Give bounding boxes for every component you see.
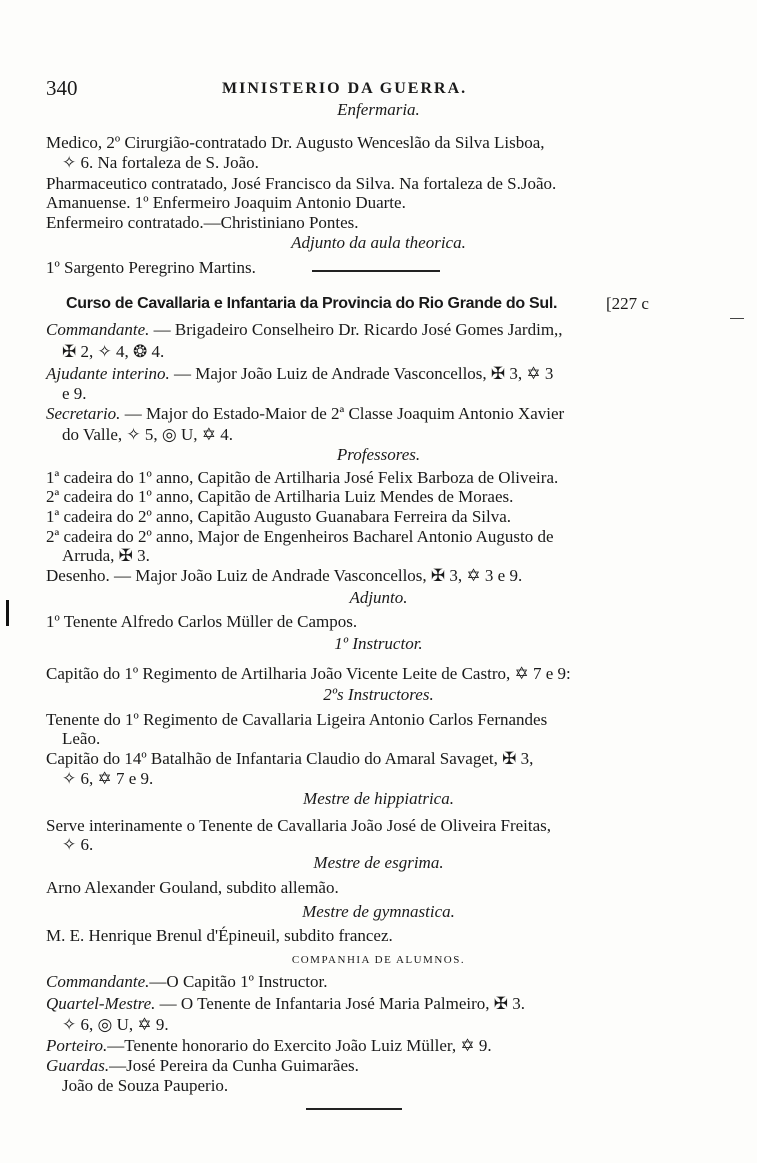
text-line: 1º Sargento Peregrino Martins. bbox=[46, 258, 256, 277]
role-label: Guardas. bbox=[46, 1056, 110, 1075]
section-divider bbox=[312, 270, 440, 272]
text-line: ✠ 2, ✧ 4, ❂ 4. bbox=[62, 342, 165, 361]
role-text: — Major João Luiz de Andrade Vasconcellos, ✠ 3, ✡ 3 bbox=[169, 364, 554, 383]
role-label: Ajudante interino. bbox=[46, 364, 170, 383]
section-heading-esgrima: Mestre de esgrima. bbox=[313, 853, 444, 872]
text-line: do Valle, ✧ 5, ◎ U, ✡ 4. bbox=[62, 425, 233, 444]
quartel-mestre-line bbox=[46, 994, 525, 1014]
text-line: Desenho. — Major João Luiz de Andrade Vasconcellos, ✠ 3, ✡ 3 e 9. bbox=[46, 566, 523, 585]
text-line: Capitão do 1º Regimento de Artilharia João Vicente Leite de Castro, ✡ 7 e 9: bbox=[46, 664, 571, 683]
text-line: ✧ 6. bbox=[62, 835, 94, 854]
section-heading-adjunto: Adjunto. bbox=[349, 588, 408, 607]
role-text: —José Pereira da Cunha Guimarães. bbox=[109, 1056, 359, 1075]
text-line: 1º Tenente Alfredo Carlos Müller de Campos. bbox=[46, 612, 358, 631]
role-label: Secretario. bbox=[46, 404, 121, 423]
role-label: Quartel-Mestre. bbox=[46, 994, 156, 1013]
section-heading-enfermaria: Enfermaria. bbox=[337, 100, 420, 119]
scan-edge-mark bbox=[6, 600, 9, 626]
text-line: Medico, 2º Cirurgião-contratado Dr. Augusto Wenceslão da Silva Lisboa, bbox=[46, 133, 545, 152]
text-line: e 9. bbox=[62, 384, 87, 403]
scan-edge-mark bbox=[730, 318, 744, 319]
running-title: MINISTERIO DA GUERRA. bbox=[222, 80, 468, 97]
text-line: Pharmaceutico contratado, José Francisco da Silva. Na fortaleza de S.João. bbox=[46, 174, 557, 193]
text-line: ✧ 6, ✡ 7 e 9. bbox=[62, 769, 154, 788]
ajudante-line bbox=[46, 364, 553, 384]
section-heading-instructores: 2ºs Instructores. bbox=[323, 685, 434, 704]
section-heading-gymnastica: Mestre de gymnastica. bbox=[302, 902, 455, 921]
section-heading-instructor: 1º Instructor. bbox=[334, 634, 423, 653]
text-line: Arruda, ✠ 3. bbox=[62, 546, 150, 565]
section-heading-hippiatrica: Mestre de hippiatrica. bbox=[303, 789, 454, 808]
text-line: Leão. bbox=[62, 729, 101, 748]
text-line: Tenente do 1º Regimento de Cavallaria Ligeira Antonio Carlos Fernandes bbox=[46, 710, 548, 729]
commandante-line bbox=[46, 320, 563, 340]
guardas-line bbox=[46, 1056, 359, 1076]
role-label: Commandante. bbox=[46, 972, 150, 991]
text-line: ✧ 6, ◎ U, ✡ 9. bbox=[62, 1015, 169, 1034]
role-label: Commandante. bbox=[46, 320, 150, 339]
text-line: 2ª cadeira do 2º anno, Major de Engenheiros Bacharel Antonio Augusto de bbox=[46, 527, 554, 546]
role-text: —O Capitão 1º Instructor. bbox=[149, 972, 328, 991]
course-title: Curso de Cavallaria e Infantaria da Provincia do Rio Grande do Sul. bbox=[66, 295, 558, 312]
end-divider bbox=[306, 1108, 402, 1110]
text-line: João de Souza Pauperio. bbox=[62, 1076, 229, 1095]
section-heading-companhia: COMPANHIA DE ALUMNOS. bbox=[291, 954, 466, 966]
text-line: ✧ 6. Na fortaleza de S. João. bbox=[62, 153, 259, 172]
secretario-line bbox=[46, 404, 564, 424]
role-text: —Tenente honorario do Exercito João Luiz Müller, ✡ 9. bbox=[107, 1036, 492, 1055]
page-number: 340 bbox=[46, 76, 78, 100]
section-heading-professores: Professores. bbox=[336, 445, 421, 464]
companhia-commandante-line bbox=[46, 972, 328, 992]
text-line: M. E. Henrique Brenul d'Épineuil, subdito francez. bbox=[46, 926, 393, 945]
role-text: — Major do Estado-Maior de 2ª Classe Joaquim Antonio Xavier bbox=[120, 404, 565, 423]
text-line: 1ª cadeira do 2º anno, Capitão Augusto Guanabara Ferreira da Silva. bbox=[46, 507, 512, 526]
text-line: Serve interinamente o Tenente de Cavallaria João José de Oliveira Freitas, bbox=[46, 816, 552, 835]
text-line: Capitão do 14º Batalhão de Infantaria Claudio do Amaral Savaget, ✠ 3, bbox=[46, 749, 534, 768]
section-heading-adjunto-aula: Adjunto da aula theorica. bbox=[291, 233, 466, 252]
text-line: Arno Alexander Gouland, subdito allemão. bbox=[46, 878, 339, 897]
text-line: 1ª cadeira do 1º anno, Capitão de Artilharia José Felix Barboza de Oliveira. bbox=[46, 468, 559, 487]
role-text: — Brigadeiro Conselheiro Dr. Ricardo José Gomes Jardim,, bbox=[149, 320, 563, 339]
text-line: Amanuense. 1º Enfermeiro Joaquim Antonio Duarte. bbox=[46, 193, 406, 212]
text-line: Enfermeiro contratado.—Christiniano Pontes. bbox=[46, 213, 359, 232]
text-line: 2ª cadeira do 1º anno, Capitão de Artilharia Luiz Mendes de Moraes. bbox=[46, 487, 514, 506]
reference-number: [227 c bbox=[606, 294, 649, 313]
porteiro-line bbox=[46, 1036, 492, 1056]
role-text: — O Tenente de Infantaria José Maria Palmeiro, ✠ 3. bbox=[155, 994, 526, 1013]
role-label: Porteiro. bbox=[46, 1036, 108, 1055]
